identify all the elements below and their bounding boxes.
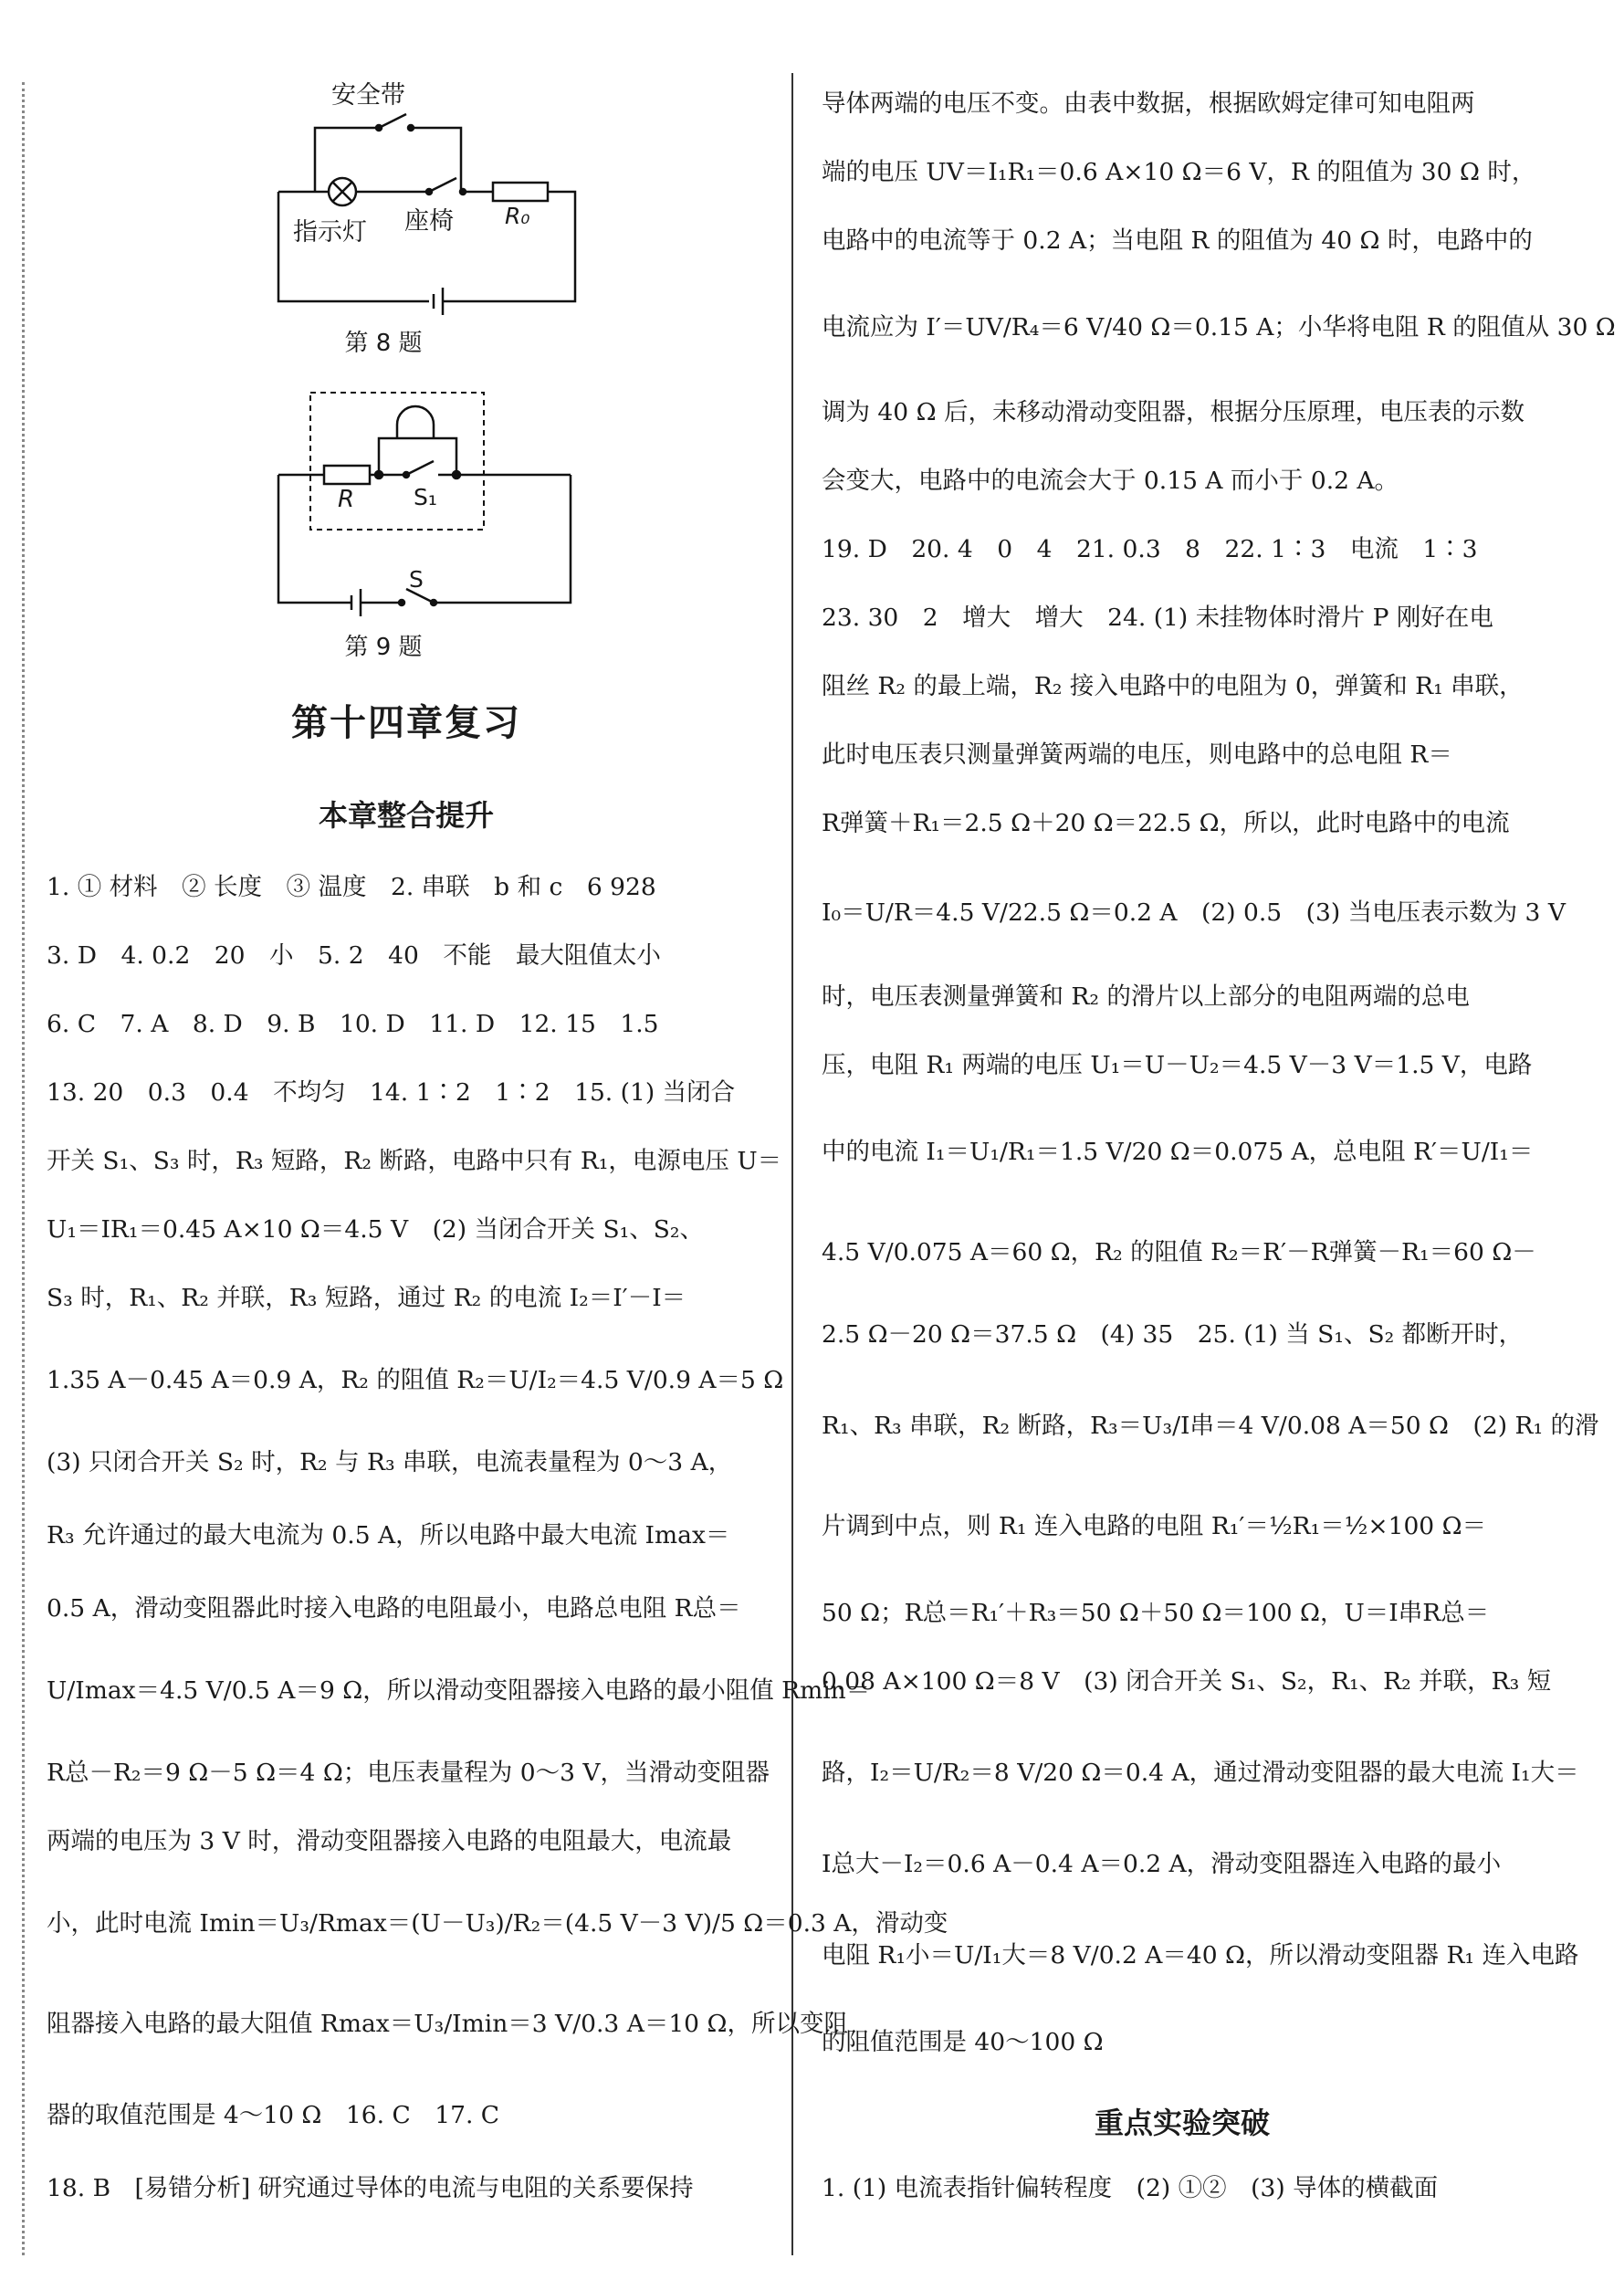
section-title-experiment: 重点实验突破 xyxy=(1094,2106,1270,2140)
text-line: 压，电阻 R₁ 两端的电压 U₁＝U－U₂＝4.5 V－3 V＝1.5 V，电路 xyxy=(822,1051,1533,1079)
text-line: 19. D 20. 4 0 4 21. 0.3 8 22. 1∶3 电流 1∶3 xyxy=(822,535,1478,563)
text-line: 0.08 A×100 Ω＝8 V (3) 闭合开关 S₁、S₂，R₁、R₂ 并联，R₃ 短 xyxy=(822,1667,1552,1696)
text-line: 4.5 V/0.075 A＝60 Ω，R₂ 的阻值 R₂＝R′－R弹簧－R₁＝60 Ω－ xyxy=(822,1238,1536,1266)
text-line: 两端的电压为 3 V 时，滑动变阻器接入电路的电阻最大，电流最 xyxy=(47,1827,732,1855)
text-line: 2.5 Ω－20 Ω＝37.5 Ω (4) 35 25. (1) 当 S₁、S₂ 都断开时， xyxy=(822,1320,1524,1349)
text-line: 路，I₂＝U/R₂＝8 V/20 Ω＝0.4 A，通过滑动变阻器的最大电流 I₁大＝ xyxy=(822,1759,1579,1787)
text-line: R弹簧＋R₁＝2.5 Ω＋20 Ω＝22.5 Ω，所以，此时电路中的电流 xyxy=(822,809,1510,837)
figure-8-caption: 第 8 题 xyxy=(344,330,423,357)
text-line: 开关 S₁、S₃ 时，R₃ 短路，R₂ 断路，电路中只有 R₁，电源电压 U＝ xyxy=(47,1147,782,1175)
text-line: 13. 20 0.3 0.4 不均匀 14. 1∶2 1∶2 15. (1) 当闭合 xyxy=(47,1078,736,1107)
chapter-title: 第十四章复习 xyxy=(291,702,521,744)
text-line: I₀＝U/R＝4.5 V/22.5 Ω＝0.2 A (2) 0.5 (3) 当电压表示数为 3 V xyxy=(822,898,1566,927)
text-line: 此时电压表只测量弹簧两端的电压，则电路中的总电阻 R＝ xyxy=(822,741,1452,769)
label-s1: S₁ xyxy=(414,484,437,510)
text-line: 电流应为 I′＝UV/R₄＝6 V/40 Ω＝0.15 A；小华将电阻 R 的阻值从 30 Ω xyxy=(822,313,1616,341)
label-seat: 座椅 xyxy=(404,207,454,236)
text-line: 50 Ω；R总＝R₁′＋R₃＝50 Ω＋50 Ω＝100 Ω，U＝I串R总＝ xyxy=(822,1599,1490,1627)
text-line: 23. 30 2 增大 增大 24. (1) 未挂物体时滑片 P 刚好在电 xyxy=(822,604,1493,632)
text-line: 3. D 4. 0.2 20 小 5. 2 40 不能 最大阻值太小 xyxy=(47,941,661,970)
text-line: R₃ 允许通过的最大电流为 0.5 A，所以电路中最大电流 Imax＝ xyxy=(47,1521,730,1549)
text-line: 端的电压 UV＝I₁R₁＝0.6 A×10 Ω＝6 V，R 的阻值为 30 Ω 时， xyxy=(822,158,1536,186)
text-line: 电路中的电流等于 0.2 A；当电阻 R 的阻值为 40 Ω 时，电路中的 xyxy=(822,226,1533,255)
text-line: 1. ① 材料 ② 长度 ③ 温度 2. 串联 b 和 c 6 928 xyxy=(47,873,656,901)
label-indicator-lamp: 指示灯 xyxy=(293,218,367,247)
text-line: 阻器接入电路的最大阻值 Rmax＝U₃/Imin＝3 V/0.3 A＝10 Ω，所以变阻 xyxy=(47,2010,848,2038)
label-r: R xyxy=(338,486,355,513)
label-r0: R₀ xyxy=(505,203,530,229)
text-line: 1. (1) 电流表指针偏转程度 (2) ①② (3) 导体的横截面 xyxy=(822,2174,1439,2202)
text-line: 时，电压表测量弹簧和 R₂ 的滑片以上部分的电阻两端的总电 xyxy=(822,982,1470,1011)
figure-9-caption: 第 9 题 xyxy=(344,634,423,661)
text-line: 器的取值范围是 4～10 Ω 16. C 17. C xyxy=(47,2101,500,2129)
text-line: (3) 只闭合开关 S₂ 时，R₂ 与 R₃ 串联，电流表量程为 0～3 A， xyxy=(47,1448,733,1476)
text-line: 调为 40 Ω 后，未移动滑动变阻器，根据分压原理，电压表的示数 xyxy=(822,398,1524,426)
label-s: S xyxy=(409,566,424,593)
label-seatbelt: 安全带 xyxy=(331,81,405,110)
text-line: 0.5 A，滑动变阻器此时接入电路的电阻最小，电路总电阻 R总＝ xyxy=(47,1594,741,1623)
text-line: 小，此时电流 Imin＝U₃/Rmax＝(U－U₃)/R₂＝(4.5 V－3 V)/5 Ω＝0.3 A，滑动变 xyxy=(47,1909,948,1938)
binding-margin-line xyxy=(22,82,25,2255)
text-line: 18. B [易错分析] 研究通过导体的电流与电阻的关系要保持 xyxy=(47,2174,694,2202)
text-line: 中的电流 I₁＝U₁/R₁＝1.5 V/20 Ω＝0.075 A，总电阻 R′＝U/I₁＝ xyxy=(822,1138,1534,1166)
text-line: 片调到中点，则 R₁ 连入电路的电阻 R₁′＝½R₁＝½×100 Ω＝ xyxy=(822,1512,1487,1540)
text-line: 6. C 7. A 8. D 9. B 10. D 11. D 12. 15 1.5 xyxy=(47,1010,659,1038)
text-line: 导体两端的电压不变。由表中数据，根据欧姆定律可知电阻两 xyxy=(822,89,1475,118)
text-line: 的阻值范围是 40～100 Ω xyxy=(822,2028,1104,2056)
text-line: 电阻 R₁小＝U/I₁大＝8 V/0.2 A＝40 Ω，所以滑动变阻器 R₁ 连入电路 xyxy=(822,1941,1579,1970)
text-line: S₃ 时，R₁、R₂ 并联，R₃ 短路，通过 R₂ 的电流 I₂＝I′－I＝ xyxy=(47,1284,686,1312)
text-line: R总－R₂＝9 Ω－5 Ω＝4 Ω；电压表量程为 0～3 V，当滑动变阻器 xyxy=(47,1759,770,1787)
text-line: R₁、R₃ 串联，R₂ 断路，R₃＝U₃/I串＝4 V/0.08 A＝50 Ω (2) R₁ 的滑 xyxy=(822,1412,1599,1440)
text-line: 阻丝 R₂ 的最上端，R₂ 接入电路中的电阻为 0，弹簧和 R₁ 串联， xyxy=(822,672,1524,700)
text-line: 1.35 A－0.45 A＝0.9 A，R₂ 的阻值 R₂＝U/I₂＝4.5 V/0.9 A＝5 Ω xyxy=(47,1366,784,1394)
figure-9-circuit xyxy=(260,383,589,621)
text-line: U/Imax＝4.5 V/0.5 A＝9 Ω，所以滑动变阻器接入电路的最小阻值 Rmin＝ xyxy=(47,1676,871,1705)
text-line: 会变大，电路中的电流会大于 0.15 A 而小于 0.2 A。 xyxy=(822,467,1399,495)
section-title-integration: 本章整合提升 xyxy=(318,798,494,833)
text-line: I总大－I₂＝0.6 A－0.4 A＝0.2 A，滑动变阻器连入电路的最小 xyxy=(822,1850,1502,1878)
figure-8-circuit xyxy=(260,82,589,329)
text-line: U₁＝IR₁＝0.45 A×10 Ω＝4.5 V (2) 当闭合开关 S₁、S₂、 xyxy=(47,1215,705,1244)
